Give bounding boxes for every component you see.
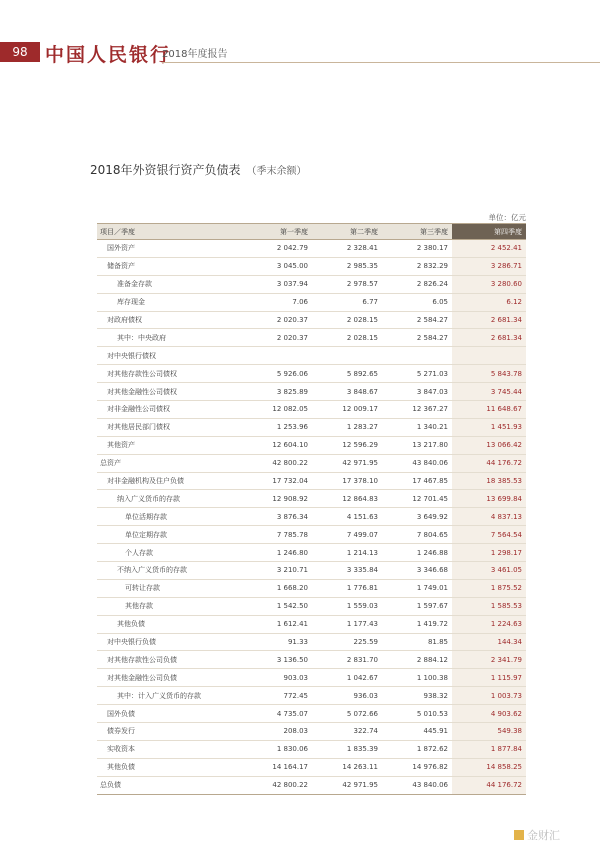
row-value-q1: 2 020.37 (242, 329, 312, 347)
row-label: 对政府债权 (97, 311, 242, 329)
header-divider (162, 62, 600, 63)
row-label: 国外资产 (97, 240, 242, 258)
row-value-q2: 1 776.81 (312, 579, 382, 597)
row-label: 储备资产 (97, 257, 242, 275)
row-value-q2: 936.03 (312, 687, 382, 705)
row-value-q2: 1 283.27 (312, 418, 382, 436)
row-value-q1: 772.45 (242, 687, 312, 705)
row-value-q1: 91.33 (242, 633, 312, 651)
row-value-q4: 3 461.05 (452, 562, 526, 580)
row-value-q1: 3 045.00 (242, 257, 312, 275)
row-value-q4: 44 176.72 (452, 454, 526, 472)
row-value-q1: 7.06 (242, 293, 312, 311)
row-value-q2: 5 072.66 (312, 705, 382, 723)
row-label: 可转让存款 (97, 579, 242, 597)
row-value-q1: 2 020.37 (242, 311, 312, 329)
row-value-q3: 14 976.82 (382, 758, 452, 776)
row-value-q1: 5 926.06 (242, 365, 312, 383)
column-header-item: 项目／季度 (97, 224, 242, 240)
row-value-q2: 322.74 (312, 723, 382, 741)
row-value-q4: 1 877.84 (452, 740, 526, 758)
row-value-q4: 3 745.44 (452, 383, 526, 401)
row-label: 国外负债 (97, 705, 242, 723)
row-value-q2: 42 971.95 (312, 454, 382, 472)
table-row (97, 669, 526, 687)
row-value-q2: 12 864.83 (312, 490, 382, 508)
table-row (97, 758, 526, 776)
row-value-q3: 13 217.80 (382, 436, 452, 454)
row-value-q2: 14 263.11 (312, 758, 382, 776)
row-value-q2: 1 214.13 (312, 544, 382, 562)
row-label: 单位活期存款 (97, 508, 242, 526)
row-label: 债券发行 (97, 723, 242, 741)
row-value-q2: 12 009.17 (312, 401, 382, 419)
row-value-q3: 1 872.62 (382, 740, 452, 758)
table-row (97, 633, 526, 651)
row-value-q3: 81.85 (382, 633, 452, 651)
page-header (0, 40, 600, 66)
row-value-q4: 44 176.72 (452, 776, 526, 794)
column-header-q4: 第四季度 (452, 224, 526, 240)
table-row (97, 740, 526, 758)
column-header-q3: 第三季度 (382, 224, 452, 240)
row-value-q1: 3 136.50 (242, 651, 312, 669)
row-label: 对其他居民部门债权 (97, 418, 242, 436)
table-row (97, 705, 526, 723)
column-header-q2: 第二季度 (312, 224, 382, 240)
row-value-q3: 3 346.68 (382, 562, 452, 580)
row-value-q3: 1 419.72 (382, 615, 452, 633)
row-value-q1: 42 800.22 (242, 776, 312, 794)
row-label: 对中央银行负债 (97, 633, 242, 651)
row-value-q3: 12 701.45 (382, 490, 452, 508)
row-value-q4: 13 699.84 (452, 490, 526, 508)
row-value-q4: 4 903.62 (452, 705, 526, 723)
row-value-q2: 2 328.41 (312, 240, 382, 258)
row-value-q2: 6.77 (312, 293, 382, 311)
row-label: 个人存款 (97, 544, 242, 562)
row-value-q4: 5 843.78 (452, 365, 526, 383)
row-value-q4: 144.34 (452, 633, 526, 651)
row-label: 其中：计入广义货币的存款 (97, 687, 242, 705)
row-value-q2: 2 831.70 (312, 651, 382, 669)
row-value-q2: 2 985.35 (312, 257, 382, 275)
row-value-q4: 1 875.52 (452, 579, 526, 597)
row-label: 其他资产 (97, 436, 242, 454)
row-value-q1: 1 246.80 (242, 544, 312, 562)
table-row (97, 562, 526, 580)
row-value-q3: 445.91 (382, 723, 452, 741)
row-value-q3: 2 380.17 (382, 240, 452, 258)
page-number: 98 (0, 42, 40, 62)
row-label: 对非金融机构及住户负债 (97, 472, 242, 490)
table-row (97, 436, 526, 454)
row-value-q4: 2 452.41 (452, 240, 526, 258)
row-label: 实收资本 (97, 740, 242, 758)
row-value-q2: 4 151.63 (312, 508, 382, 526)
row-value-q3: 43 840.06 (382, 454, 452, 472)
row-value-q2: 5 892.65 (312, 365, 382, 383)
balance-sheet-table (97, 223, 526, 795)
row-value-q4: 18 385.53 (452, 472, 526, 490)
row-value-q4: 1 003.73 (452, 687, 526, 705)
row-value-q4: 4 837.13 (452, 508, 526, 526)
table-title-text: 2018年外资银行资产负债表 (90, 163, 241, 177)
row-value-q1: 1 253.96 (242, 418, 312, 436)
row-value-q1 (242, 347, 312, 365)
row-value-q3: 5 010.53 (382, 705, 452, 723)
row-value-q1: 1 612.41 (242, 615, 312, 633)
table-row (97, 776, 526, 794)
row-value-q2: 2 978.57 (312, 275, 382, 293)
row-value-q1: 903.03 (242, 669, 312, 687)
row-value-q3: 1 100.38 (382, 669, 452, 687)
row-label: 对其他金融性公司负债 (97, 669, 242, 687)
row-label: 对非金融性公司债权 (97, 401, 242, 419)
row-value-q2: 2 028.15 (312, 311, 382, 329)
table-row (97, 526, 526, 544)
table-body (97, 240, 526, 795)
row-label: 其他负债 (97, 615, 242, 633)
row-value-q4: 6.12 (452, 293, 526, 311)
row-value-q3: 43 840.06 (382, 776, 452, 794)
row-value-q3: 2 884.12 (382, 651, 452, 669)
table-subtitle: （季末余额） (246, 166, 307, 177)
watermark-text: 金财汇 (527, 829, 560, 842)
table-row (97, 723, 526, 741)
row-value-q1: 1 830.06 (242, 740, 312, 758)
row-value-q4: 1 585.53 (452, 597, 526, 615)
row-value-q3: 1 597.67 (382, 597, 452, 615)
table-row (97, 311, 526, 329)
row-value-q3: 2 826.24 (382, 275, 452, 293)
row-value-q2: 12 596.29 (312, 436, 382, 454)
row-value-q2: 7 499.07 (312, 526, 382, 544)
row-value-q3 (382, 347, 452, 365)
table-row (97, 347, 526, 365)
row-value-q4: 7 564.54 (452, 526, 526, 544)
table-header-row (97, 224, 526, 240)
row-value-q4: 11 648.67 (452, 401, 526, 419)
row-value-q3: 17 467.85 (382, 472, 452, 490)
row-value-q3: 1 749.01 (382, 579, 452, 597)
watermark-logo-icon (514, 830, 524, 840)
row-value-q2: 2 028.15 (312, 329, 382, 347)
row-value-q1: 42 800.22 (242, 454, 312, 472)
row-value-q1: 14 164.17 (242, 758, 312, 776)
row-value-q4: 1 115.97 (452, 669, 526, 687)
row-value-q1: 3 210.71 (242, 562, 312, 580)
row-label: 对其他存款性公司负债 (97, 651, 242, 669)
row-value-q1: 208.03 (242, 723, 312, 741)
table-row (97, 257, 526, 275)
row-value-q1: 3 876.34 (242, 508, 312, 526)
row-label: 其他负债 (97, 758, 242, 776)
row-value-q2: 3 335.84 (312, 562, 382, 580)
row-label: 准备金存款 (97, 275, 242, 293)
row-value-q4: 3 286.71 (452, 257, 526, 275)
row-value-q1: 12 604.10 (242, 436, 312, 454)
row-value-q2 (312, 347, 382, 365)
row-value-q4: 1 451.93 (452, 418, 526, 436)
row-label: 纳入广义货币的存款 (97, 490, 242, 508)
unit-label: 单位：亿元 (488, 213, 526, 222)
row-label: 其中：中央政府 (97, 329, 242, 347)
row-value-q4 (452, 347, 526, 365)
row-label: 库存现金 (97, 293, 242, 311)
table-row (97, 579, 526, 597)
row-value-q1: 12 082.05 (242, 401, 312, 419)
row-value-q4: 1 298.17 (452, 544, 526, 562)
row-value-q1: 2 042.79 (242, 240, 312, 258)
row-value-q2: 1 835.39 (312, 740, 382, 758)
row-value-q3: 1 340.21 (382, 418, 452, 436)
row-value-q2: 1 177.43 (312, 615, 382, 633)
row-value-q3: 5 271.03 (382, 365, 452, 383)
table-row (97, 454, 526, 472)
table-row (97, 597, 526, 615)
row-label: 对其他金融性公司债权 (97, 383, 242, 401)
row-value-q1: 3 825.89 (242, 383, 312, 401)
row-value-q3: 3 649.92 (382, 508, 452, 526)
row-value-q4: 3 280.60 (452, 275, 526, 293)
row-label: 对其他存款性公司债权 (97, 365, 242, 383)
row-value-q1: 12 908.92 (242, 490, 312, 508)
row-value-q4: 2 341.79 (452, 651, 526, 669)
row-value-q3: 3 847.03 (382, 383, 452, 401)
column-header-q1: 第一季度 (242, 224, 312, 240)
row-value-q3: 938.32 (382, 687, 452, 705)
table-row (97, 383, 526, 401)
row-value-q2: 1 559.03 (312, 597, 382, 615)
row-value-q4: 13 066.42 (452, 436, 526, 454)
table-row (97, 240, 526, 258)
row-label: 总资产 (97, 454, 242, 472)
table-row (97, 365, 526, 383)
table-row (97, 472, 526, 490)
row-value-q3: 6.05 (382, 293, 452, 311)
table-row (97, 508, 526, 526)
row-label: 总负债 (97, 776, 242, 794)
row-label: 其他存款 (97, 597, 242, 615)
table-row (97, 615, 526, 633)
table-row (97, 687, 526, 705)
row-value-q2: 3 848.67 (312, 383, 382, 401)
row-value-q3: 7 804.65 (382, 526, 452, 544)
row-value-q4: 549.38 (452, 723, 526, 741)
row-value-q2: 1 042.67 (312, 669, 382, 687)
row-value-q1: 4 735.07 (242, 705, 312, 723)
bank-name: 中国人民银行 (45, 44, 172, 66)
row-value-q4: 1 224.63 (452, 615, 526, 633)
table-row (97, 329, 526, 347)
row-label: 单位定期存款 (97, 526, 242, 544)
row-value-q1: 1 542.50 (242, 597, 312, 615)
watermark (514, 827, 560, 843)
row-label: 不纳入广义货币的存款 (97, 562, 242, 580)
row-value-q1: 1 668.20 (242, 579, 312, 597)
table-row (97, 544, 526, 562)
row-value-q4: 2 681.34 (452, 311, 526, 329)
row-value-q1: 17 732.04 (242, 472, 312, 490)
row-value-q3: 2 584.27 (382, 311, 452, 329)
row-value-q3: 2 832.29 (382, 257, 452, 275)
row-value-q1: 7 785.78 (242, 526, 312, 544)
row-value-q2: 42 971.95 (312, 776, 382, 794)
row-value-q1: 3 037.94 (242, 275, 312, 293)
row-label: 对中央银行债权 (97, 347, 242, 365)
row-value-q3: 2 584.27 (382, 329, 452, 347)
table-row (97, 293, 526, 311)
row-value-q4: 14 858.25 (452, 758, 526, 776)
table-row (97, 651, 526, 669)
row-value-q3: 12 367.27 (382, 401, 452, 419)
table-row (97, 275, 526, 293)
table-title (90, 161, 307, 178)
row-value-q2: 17 378.10 (312, 472, 382, 490)
row-value-q4: 2 681.34 (452, 329, 526, 347)
table-row (97, 418, 526, 436)
table-row (97, 490, 526, 508)
row-value-q2: 225.59 (312, 633, 382, 651)
table-row (97, 401, 526, 419)
row-value-q3: 1 246.88 (382, 544, 452, 562)
report-title: 2018年度报告 (162, 49, 228, 60)
